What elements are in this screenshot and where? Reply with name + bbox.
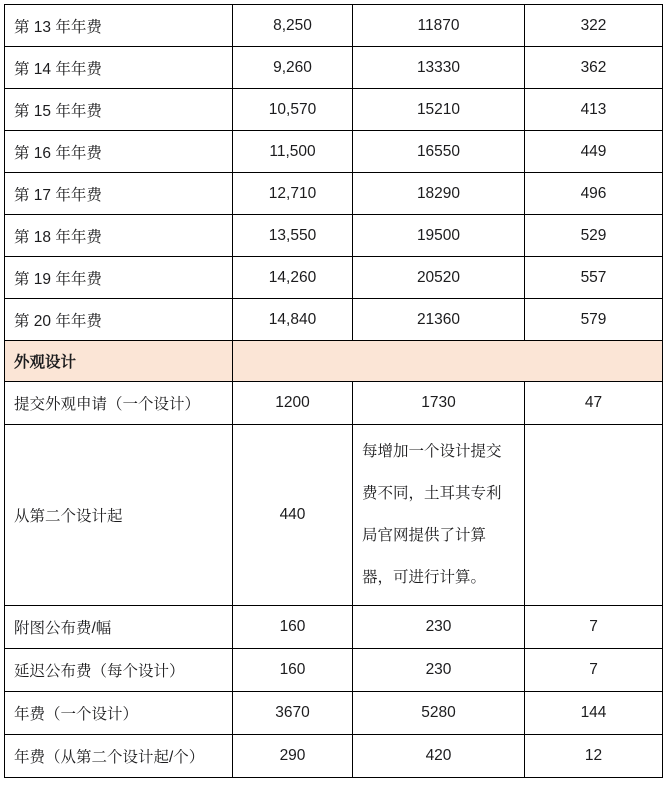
fee-cell: 449: [525, 131, 663, 173]
table-row: [5, 382, 663, 425]
table-row: [5, 89, 663, 131]
fee-cell: 20520: [353, 257, 525, 299]
row-label-cell: 年费（从第二个设计起/个）: [5, 735, 233, 778]
row-label-cell: 第 13 年年费: [5, 5, 233, 47]
fee-cell: 15210: [353, 89, 525, 131]
fee-cell: 322: [525, 5, 663, 47]
fee-cell: 11870: [353, 5, 525, 47]
table-row: [5, 299, 663, 341]
fee-cell: 496: [525, 173, 663, 215]
fee-cell: 413: [525, 89, 663, 131]
table-row: [5, 131, 663, 173]
fee-cell: 579: [525, 299, 663, 341]
table-row: [5, 692, 663, 735]
fee-cell: 19500: [353, 215, 525, 257]
fee-cell: 144: [525, 692, 663, 735]
fee-cell: 440: [233, 425, 353, 606]
table-row: [5, 5, 663, 47]
table-row: [5, 215, 663, 257]
row-label-cell: 年费（一个设计）: [5, 692, 233, 735]
section-header-row: [5, 341, 663, 382]
fee-table: [4, 4, 663, 778]
row-label-cell: 从第二个设计起: [5, 425, 233, 606]
fee-cell: 420: [353, 735, 525, 778]
fee-cell: 557: [525, 257, 663, 299]
table-row: [5, 606, 663, 649]
fee-cell: 12,710: [233, 173, 353, 215]
row-label-cell: 第 15 年年费: [5, 89, 233, 131]
fee-cell: 47: [525, 382, 663, 425]
fee-cell: 5280: [353, 692, 525, 735]
fee-cell: 12: [525, 735, 663, 778]
row-label-cell: 第 14 年年费: [5, 47, 233, 89]
fee-cell: 11,500: [233, 131, 353, 173]
fee-cell: 9,260: [233, 47, 353, 89]
table-row: [5, 257, 663, 299]
fee-cell: 230: [353, 649, 525, 692]
table-row: [5, 649, 663, 692]
row-label-cell: 延迟公布费（每个设计）: [5, 649, 233, 692]
table-row: [5, 173, 663, 215]
fee-cell: 1730: [353, 382, 525, 425]
fee-cell: 529: [525, 215, 663, 257]
fee-cell: 8,250: [233, 5, 353, 47]
fee-cell: 290: [233, 735, 353, 778]
fee-cell: 160: [233, 649, 353, 692]
row-label-cell: 第 18 年年费: [5, 215, 233, 257]
section-header-spacer: [233, 341, 663, 382]
row-label-cell: 第 16 年年费: [5, 131, 233, 173]
fee-cell: [525, 425, 663, 606]
fee-cell: 1200: [233, 382, 353, 425]
section-title: 外观设计: [5, 341, 233, 382]
table-row: [5, 735, 663, 778]
fee-cell: 13330: [353, 47, 525, 89]
fee-cell: 14,840: [233, 299, 353, 341]
fee-cell: 21360: [353, 299, 525, 341]
note-cell: 每增加一个设计提交费不同，土耳其专利局官网提供了计算器，可进行计算。: [353, 425, 525, 606]
fee-cell: 3670: [233, 692, 353, 735]
fee-cell: 7: [525, 649, 663, 692]
fee-cell: 18290: [353, 173, 525, 215]
fee-cell: 160: [233, 606, 353, 649]
fee-cell: 362: [525, 47, 663, 89]
row-label-cell: 第 19 年年费: [5, 257, 233, 299]
fee-cell: 10,570: [233, 89, 353, 131]
fee-cell: 13,550: [233, 215, 353, 257]
fee-cell: 230: [353, 606, 525, 649]
fee-cell: 16550: [353, 131, 525, 173]
table-row: [5, 47, 663, 89]
fee-cell: 14,260: [233, 257, 353, 299]
row-label-cell: 附图公布费/幅: [5, 606, 233, 649]
row-label-cell: 第 17 年年费: [5, 173, 233, 215]
row-label-cell: 第 20 年年费: [5, 299, 233, 341]
row-label-cell: 提交外观申请（一个设计）: [5, 382, 233, 425]
table-row: [5, 425, 663, 606]
fee-cell: 7: [525, 606, 663, 649]
